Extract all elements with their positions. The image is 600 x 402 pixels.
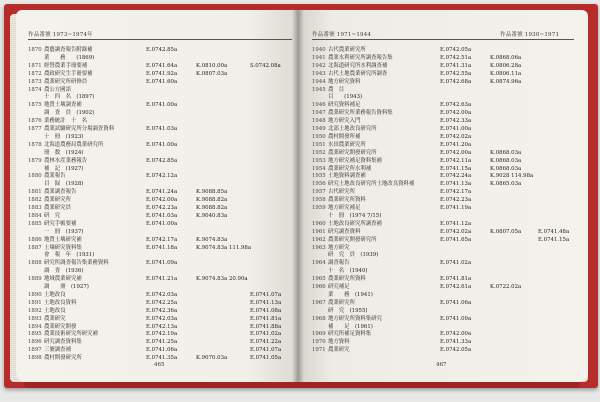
entry-number: 1947 [312, 110, 326, 117]
entry-title: 農業水利研究所調査報告集 [328, 54, 393, 61]
entry-code-1: E.0742.19a [146, 331, 178, 338]
entry-number: 1965 [312, 276, 326, 283]
entry-code-1: E.0742.23a [146, 205, 178, 211]
entry-title: 地方研究補足 [328, 205, 361, 211]
entry-code-1: E.0742.25a [146, 299, 178, 306]
entry-title: 農業研究開發研究所 [328, 236, 377, 243]
left-head-rule [28, 39, 292, 40]
entry-code-1: E.0742.51a [440, 54, 472, 61]
entry-title: 經營農業手冊要補 [44, 62, 88, 69]
entry-number: 1969 [312, 331, 326, 338]
entry-number: 1970 [312, 339, 326, 346]
entry-title: 十 冊 (1923) [44, 133, 84, 140]
entry-title: 研究資料補足 [328, 102, 361, 109]
entry-title: 目 (1943) [328, 94, 363, 101]
entry-code-3: E.0741.22a [250, 339, 282, 346]
entry-number: 1884 [28, 212, 42, 219]
entry-number: 1879 [28, 157, 42, 164]
entry-code-1: E.0741.00a [146, 220, 178, 227]
entry-number: 1948 [312, 118, 326, 125]
entry-code-1: E.0742.13a [146, 323, 178, 330]
entry-number: 1877 [28, 126, 42, 132]
entry-number: 1953 [312, 157, 326, 164]
entry-code-2: K.0868.06a [490, 54, 522, 61]
entry-title: 北海道研究所水利調査補 [328, 62, 388, 69]
entry-title: 地方研究資料 [328, 78, 361, 85]
entry-title: 十 名 (1940) [328, 268, 368, 275]
entry-title: 農業研究員 [44, 205, 71, 211]
entry-code-1: E.0741.15a [440, 165, 472, 172]
entry-code-1: E.0741.03a [146, 212, 178, 219]
entry-title: 會 報 年 (1931) [44, 252, 95, 259]
entry-title: 研究調査資料集 [44, 339, 82, 346]
entry-code-2: K.9074.83a 20.90a [196, 276, 248, 283]
entry-code-2: K.9070.03a [196, 355, 228, 362]
entry-code-2: K.0807.03a [196, 70, 228, 77]
entry-code-1: E.0742.85a [146, 157, 178, 164]
entry-code-2: K.9088.82a [196, 197, 228, 204]
entry-code-1: E.0741.21a [146, 276, 178, 283]
entry-code-1: E.0742.68a [440, 78, 472, 85]
entry-title: 古代土地農業研究所調査 [328, 70, 388, 77]
entry-title: 土地改良資料 [44, 299, 77, 306]
entry-title: 農村開發研究所 [44, 355, 82, 362]
entry-code-1: E.0742.05a [440, 47, 472, 53]
entry-code-1: E.0741.00a [146, 102, 178, 109]
entry-title: 農公方國語 [44, 86, 71, 93]
entry-title: 地方研究所資料集研究 [328, 315, 382, 322]
entry-title: 土地改良 [44, 291, 66, 298]
entry-code-1: E.0742.05a [440, 347, 472, 354]
entry-code-1: E.0742.00a [440, 331, 472, 338]
entry-code-1: E.0741.12a [440, 220, 472, 227]
entry-code-1: E.0742.03a [146, 291, 178, 298]
entry-number: 1871 [28, 62, 42, 69]
entry-code-1: E.0742.03a [146, 315, 178, 322]
entry-code-3: E.0741.13a [250, 299, 282, 306]
entry-title: 農 目 [328, 86, 345, 93]
index-row [28, 354, 298, 363]
entry-code-1: E.0742.17a [440, 189, 472, 196]
entry-title: 地質土壤調査補 [44, 102, 82, 109]
entry-number: 1971 [312, 347, 326, 354]
entry-number: 1944 [312, 78, 326, 85]
entry-code-3: E.0741.08a [250, 307, 282, 314]
entry-number: 1873 [28, 78, 42, 85]
entry-code-3: E.0741.81a [250, 315, 282, 322]
entry-code-1: E.0741.81a [440, 276, 472, 283]
entry-number: 1890 [28, 291, 42, 298]
entry-number: 1962 [312, 236, 326, 243]
entry-title: 調 査 員 (1902) [44, 110, 95, 117]
entry-code-1: E.0741.33a [440, 339, 472, 346]
entry-title: 地域農業研究補 [44, 276, 82, 283]
entry-code-1: E.0742.36a [146, 307, 178, 314]
index-row [312, 346, 582, 355]
entry-title: 業務統計 十 名 [44, 118, 88, 125]
entry-title: 農政研究生手冊要補 [44, 70, 93, 77]
entry-code-2: K.9074.83a [196, 236, 228, 243]
entry-number: 1941 [312, 54, 326, 61]
entry-number: 1897 [28, 347, 42, 354]
entry-code-2: K.0865.03a [490, 181, 522, 188]
right-page [298, 10, 588, 382]
entry-code-1: E.0742.00a [440, 149, 472, 156]
entry-number: 1966 [312, 284, 326, 290]
entry-code-1: E.0741.18a [146, 244, 178, 251]
entry-title: 調 査 (1936) [44, 268, 84, 275]
entry-code-1: E.0741.00a [146, 141, 178, 148]
entry-number: 1950 [312, 133, 326, 140]
entry-number: 1882 [28, 197, 42, 204]
entry-title: 農業研究所資料 [328, 197, 366, 204]
entry-code-2: K.9074.83a 111.98a [196, 244, 252, 251]
entry-code-1: E.0741.03a [146, 126, 178, 132]
entry-code-2: K.9088.82a [196, 205, 228, 211]
entry-number: 1967 [312, 299, 326, 306]
entry-number: 1956 [312, 181, 326, 188]
entry-code-1: E.0742.00a [440, 110, 472, 117]
entry-title: 古代研究所 [328, 189, 355, 196]
entry-number: 1878 [28, 141, 42, 148]
entry-code-1: E.0742.63a [440, 102, 472, 109]
entry-number: 1894 [28, 323, 42, 330]
entry-number: 1892 [28, 307, 42, 314]
entry-title: 水田農業研究所 [328, 141, 366, 148]
entry-code-3: E.0741.05a [250, 355, 282, 362]
entry-code-1: E.0741.02a [440, 260, 472, 267]
entry-code-1: E.0741.06a [440, 299, 472, 306]
entry-code-2: K.0807.05a [490, 228, 522, 235]
entry-code-1: E.0741.92a [146, 70, 178, 77]
entry-code-2: K.0868.03a [490, 165, 522, 172]
entry-code-1: E.0741.00a [440, 126, 472, 132]
entry-code-3: S.0742.08a [250, 62, 281, 69]
entry-number: 1951 [312, 141, 326, 148]
left-page [16, 10, 306, 382]
entry-title: 研 究 (1955) [328, 307, 368, 314]
entry-code-3: E.0741.02a [250, 331, 282, 338]
entry-code-1: E.0742.02a [440, 133, 472, 140]
entry-code-1: E.0741.64a [146, 62, 178, 69]
entry-number: 1875 [28, 102, 42, 109]
entry-code-2: K.9088.85a [196, 189, 228, 196]
entry-title: 農業研究所業務報告資料集 [328, 110, 393, 117]
entry-number: 1885 [28, 220, 42, 227]
entry-title: 研 究 [44, 212, 61, 219]
entry-code-1: E.0742.02a [440, 228, 472, 235]
entry-code-1: E.0742.12a [146, 173, 178, 180]
entry-title: 農業研究所 [44, 197, 71, 204]
entry-number: 1955 [312, 173, 326, 180]
entry-code-1: E.0741.13a [440, 181, 472, 188]
entry-title: 農業研究開發研究所 [328, 149, 377, 156]
entry-code-3: E.0741.88a [250, 323, 282, 330]
entry-code-3: E.0741.48a [538, 228, 570, 235]
entry-code-1: E.0741.31a [440, 62, 472, 69]
entry-title: 地方研究 [328, 244, 350, 251]
entry-number: 1888 [28, 260, 42, 267]
entry-number: 1896 [28, 339, 42, 346]
entry-code-1: E.0742.11a [440, 157, 472, 164]
entry-title: 農業研究 [44, 315, 66, 322]
entry-title: 研究調査資料 [328, 228, 361, 235]
entry-code-1: E.0741.60a [146, 78, 178, 85]
entry-number: 1895 [28, 331, 42, 338]
entry-title: 目 録 (1928) [44, 181, 84, 188]
entry-code-2: K.0722.02a [490, 284, 522, 290]
entry-code-1: E.0742.00a [146, 197, 178, 204]
entry-code-1: E.0742.17a [146, 236, 178, 243]
entry-title: 農業報告 [44, 173, 66, 180]
entry-title: 業 務 (1869) [44, 54, 95, 61]
entry-title: 十 四 名 (1897) [44, 94, 95, 101]
entry-code-2: K.0868.03a [490, 157, 522, 164]
entry-title: 農業研究開發 [44, 323, 77, 330]
entry-number: 1889 [28, 276, 42, 283]
entry-code-3: E.0741.07a [250, 291, 282, 298]
entry-title: 農業試驗研究所分場調査資料 [44, 126, 115, 132]
entry-code-3: E.0741.15a [538, 236, 570, 243]
entry-code-2: K.0868.03a [490, 149, 522, 156]
entry-number: 1963 [312, 244, 326, 251]
entry-number: 1883 [28, 205, 42, 211]
entry-code-2: K.0810.00a [196, 62, 228, 69]
entry-number: 1872 [28, 70, 42, 77]
left-running-head: 作品番號 1973~1974年 [28, 32, 93, 38]
entry-number: 1881 [28, 189, 42, 196]
entry-number: 1874 [28, 86, 42, 93]
entry-code-2: K.0874.96a [490, 78, 522, 85]
entry-number: 1959 [312, 205, 326, 211]
entry-title: 古代農業研究所 [328, 47, 366, 53]
entry-title: 研究手帳要補 [44, 220, 77, 227]
entry-code-1: E.0741.24a [146, 189, 178, 196]
entry-code-1: E.0742.85a [146, 47, 178, 53]
right-running-head-left: 作品番號 1971~1944 [312, 32, 372, 38]
entry-number: 1958 [312, 197, 326, 204]
entry-title: 土地資料調査補 [328, 173, 366, 180]
entry-title: 北海道農務局農業研究所 [44, 141, 104, 148]
entry-code-1: E.0742.33a [440, 118, 472, 125]
entry-title: 研 究 員 (1939) [328, 252, 379, 259]
right-head-rule [312, 39, 574, 40]
entry-title: 農業研究所 [328, 299, 355, 306]
entry-title: 研究所調査報告集業務資料 [44, 260, 109, 267]
entry-code-1: E.0741.25a [146, 339, 178, 346]
entry-title: 農村開發所補 [328, 133, 361, 140]
entry-code-1: E.0741.06a [146, 347, 178, 354]
entry-title: 農業調査報告 [44, 189, 77, 196]
entry-code-2: K.9040.83a [196, 212, 228, 219]
right-running-head-right: 作品番號 1930~1971 [500, 32, 560, 38]
entry-number: 1961 [312, 228, 326, 235]
entry-number: 1952 [312, 149, 326, 156]
entry-title: 地方研究入門 [328, 118, 361, 125]
entry-number: 1949 [312, 126, 326, 132]
entry-title: 地方資料 [328, 339, 350, 346]
entry-number: 1964 [312, 260, 326, 267]
entry-title: 農林水産業務報告 [44, 157, 88, 164]
entry-number: 1891 [28, 299, 42, 306]
entry-code-1: E.0741.19a [440, 205, 472, 211]
entry-code-3: E.0741.07a [250, 347, 282, 354]
entry-title: 十 冊 (1974 7/15) [328, 212, 382, 219]
entry-code-1: E.0742.55a [440, 70, 472, 77]
entry-title: 土壤研究資料集 [44, 244, 82, 251]
entry-title: 農藝調査報告附錄補 [44, 47, 93, 53]
entry-number: 1945 [312, 86, 326, 93]
entry-title: 農業研究 [328, 347, 350, 354]
entry-title: 冊 数 (1924) [44, 149, 84, 156]
entry-title: 土地改良研究所調査補 [328, 220, 382, 227]
book-gutter-shadow [292, 10, 304, 382]
entry-title: 三號調査補 [44, 347, 71, 354]
entry-title: 研究所補足資料集 [328, 331, 372, 338]
entry-title: 研究土地改良研究所土地改良資料補 [328, 181, 415, 188]
entry-code-2: K.9028 114.98a [490, 173, 534, 180]
entry-number: 1870 [28, 47, 42, 53]
entry-code-1: E.0741.35a [146, 355, 178, 362]
entry-number: 1886 [28, 236, 42, 243]
entry-number: 1893 [28, 315, 42, 322]
entry-title: 土地改良 [44, 307, 66, 314]
entry-number: 1876 [28, 118, 42, 125]
entry-number: 1940 [312, 47, 326, 53]
entry-code-1: E.0741.65a [440, 236, 472, 243]
entry-title: 北部土地改良研究所 [328, 126, 377, 132]
entry-title: 農業研究所水利補 [328, 165, 372, 172]
entry-number: 1960 [312, 220, 326, 227]
entry-title: 調 冊 (1927) [44, 284, 89, 290]
entry-title: 業 務 (1941) [328, 291, 373, 298]
entry-code-1: E.0742.23a [440, 197, 472, 204]
entry-code-1: E.0742.61a [440, 284, 472, 290]
entry-code-2: K.0806.28a [490, 62, 522, 69]
entry-number: 1887 [28, 244, 42, 251]
entry-code-1: E.0742.24a [440, 173, 472, 180]
entry-number: 1957 [312, 189, 326, 196]
entry-title: 研究補足 [328, 284, 350, 290]
entry-title: 補 記 (1927) [44, 165, 84, 172]
entry-number: 1954 [312, 165, 326, 172]
entry-title: 調査報告 [328, 260, 350, 267]
entry-code-2: K.0806.11a [490, 70, 522, 77]
entry-code-1: E.0741.09a [146, 260, 178, 267]
entry-title: 農業研究所研修員 [44, 78, 88, 85]
entry-number: 1880 [28, 173, 42, 180]
entry-title: 補 足 (1961) [328, 323, 373, 330]
entry-title: 一 冊 (1937) [44, 228, 84, 235]
entry-title: 農業研究所資料 [328, 276, 366, 283]
right-folio: 467 [436, 362, 447, 368]
entry-number: 1946 [312, 102, 326, 109]
entry-title: 地方研究補足資料集補 [328, 157, 382, 164]
entry-number: 1898 [28, 355, 42, 362]
entry-number: 1943 [312, 70, 326, 77]
left-folio: 465 [154, 362, 165, 368]
entry-code-1: E.0741.20a [440, 141, 472, 148]
entry-title: 農業技術研究所研究補 [44, 331, 98, 338]
entry-code-1: E.0741.09a [440, 315, 472, 322]
entry-number: 1942 [312, 62, 326, 69]
entry-number: 1968 [312, 315, 326, 322]
entry-title: 地質土壤研究補 [44, 236, 82, 243]
